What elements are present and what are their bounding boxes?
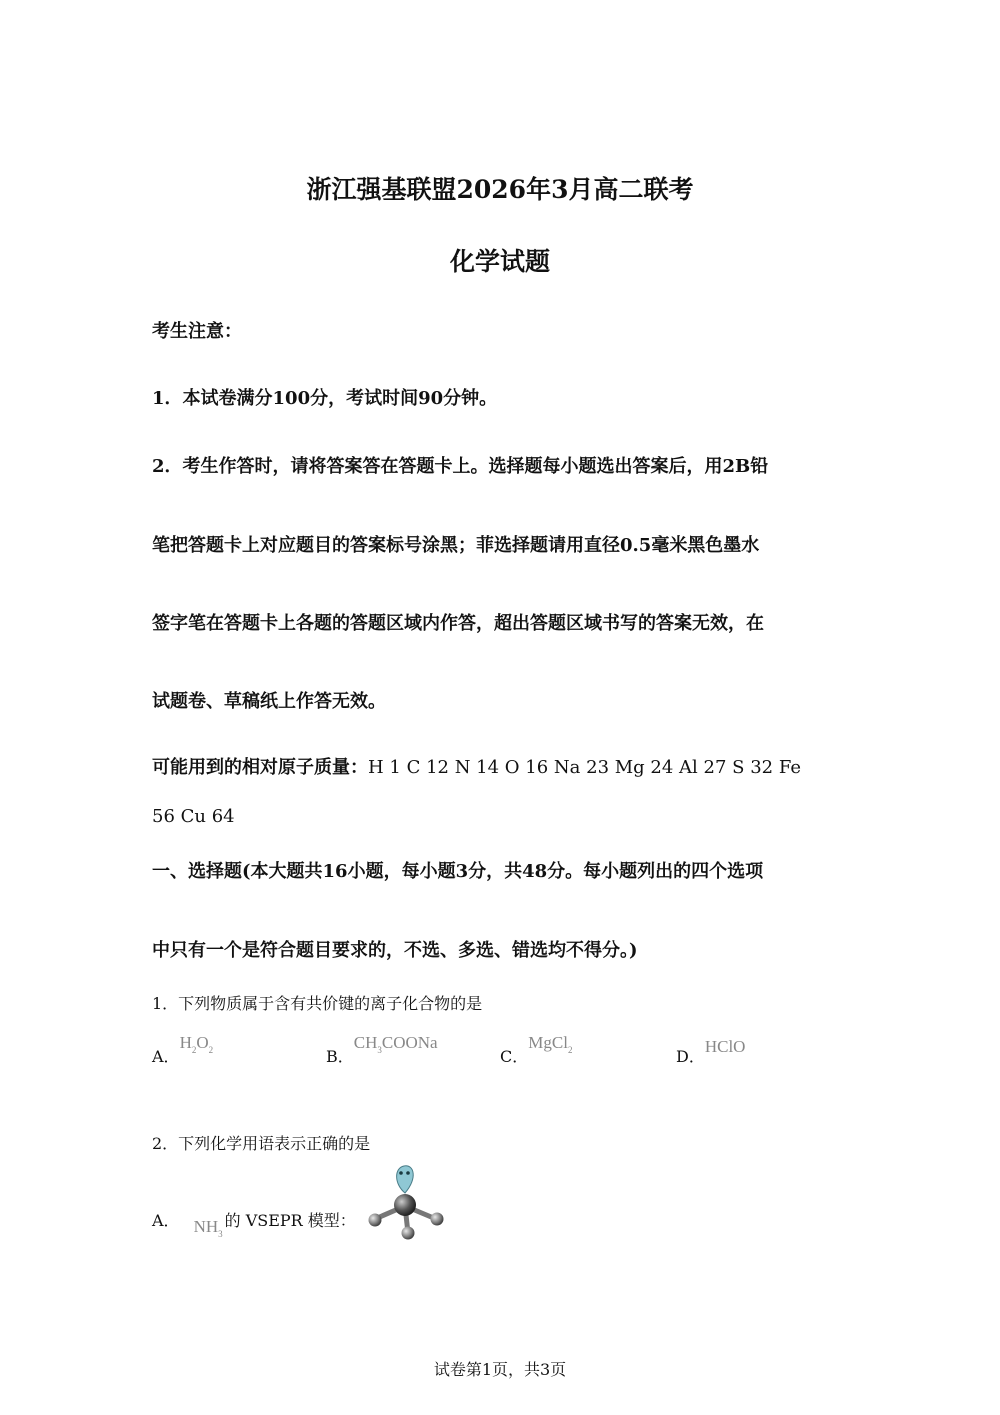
q2-option-a[interactable] bbox=[152, 1208, 356, 1239]
notice-item-2-line-3: 签字笔在答题卡上各题的答题区域内作答，超出答题区域书写的答案无效，在 bbox=[152, 613, 764, 634]
question-1-stem: 1．下列物质属于含有共价键的离子化合物的是 bbox=[152, 994, 483, 1013]
q2-option-a-label: A． bbox=[152, 1211, 180, 1230]
q1-option-c-label: C． bbox=[500, 1047, 529, 1066]
atomic-masses-line-1 bbox=[152, 753, 801, 779]
q1-option-d-label: D． bbox=[676, 1047, 705, 1066]
nh3-vsepr-model-image bbox=[358, 1160, 458, 1245]
notice-item-2-line-4: 试题卷、草稿纸上作答无效。 bbox=[152, 691, 386, 712]
q2-option-a-text: 的 VSEPR 模型： bbox=[224, 1211, 356, 1230]
q1-option-b[interactable] bbox=[326, 1030, 438, 1066]
q1-option-c-formula: MgCl$_2$ bbox=[528, 1033, 573, 1055]
hydrogen-atom-bottom bbox=[402, 1227, 415, 1240]
hydrogen-atom-right bbox=[431, 1213, 444, 1226]
atomic-masses-label: 可能用到的相对原子质量： bbox=[152, 757, 368, 778]
q1-option-b-formula: $CH_3COONa$ bbox=[353, 1033, 438, 1055]
section1-instructions-line-2: 中只有一个是符合题目要求的，不选、多选、错选均不得分。) bbox=[152, 940, 638, 961]
nitrogen-atom bbox=[394, 1194, 416, 1216]
q1-option-a[interactable] bbox=[152, 1030, 214, 1066]
section1-instructions-line-1: 一、选择题(本大题共16小题，每小题3分，共48分。每小题列出的四个选项 bbox=[152, 861, 764, 882]
question-2-stem: 2．下列化学用语表示正确的是 bbox=[152, 1134, 371, 1153]
atomic-masses-values: H 1 C 12 N 14 O 16 Na 23 Mg 24 Al 27 S 32 Fe bbox=[368, 757, 801, 778]
subject-title: 化学试题 bbox=[449, 247, 550, 276]
notice-heading: 考生注意： bbox=[152, 321, 242, 342]
atomic-masses-line-2: 56 Cu 64 bbox=[152, 806, 235, 827]
q1-option-d-formula: HClO bbox=[704, 1037, 746, 1056]
notice-item-2-line-1: 2．考生作答时，请将答案答在答题卡上。选择题每小题选出答案后，用2B铅 bbox=[152, 456, 769, 477]
q2-option-a-formula: $NH_3$ bbox=[193, 1217, 223, 1239]
q1-option-a-label: A． bbox=[152, 1047, 180, 1066]
lone-pair-lobe bbox=[397, 1166, 414, 1193]
exam-title: 浙江强基联盟2026年3月高二联考 bbox=[306, 175, 694, 204]
q1-option-b-label: B． bbox=[326, 1047, 354, 1066]
q1-option-a-formula: $H_2O_2$ bbox=[179, 1033, 214, 1055]
q1-option-d[interactable] bbox=[676, 1030, 746, 1066]
notice-item-1: 1．本试卷满分100分，考试时间90分钟。 bbox=[152, 388, 498, 409]
hydrogen-atom-left bbox=[369, 1214, 382, 1227]
notice-item-2-line-2: 笔把答题卡上对应题目的答案标号涂黑；菲选择题请用直径0.5毫米黑色墨水 bbox=[152, 535, 760, 556]
q1-option-c[interactable] bbox=[500, 1030, 573, 1066]
page-footer: 试卷第1页，共3页 bbox=[433, 1360, 567, 1379]
